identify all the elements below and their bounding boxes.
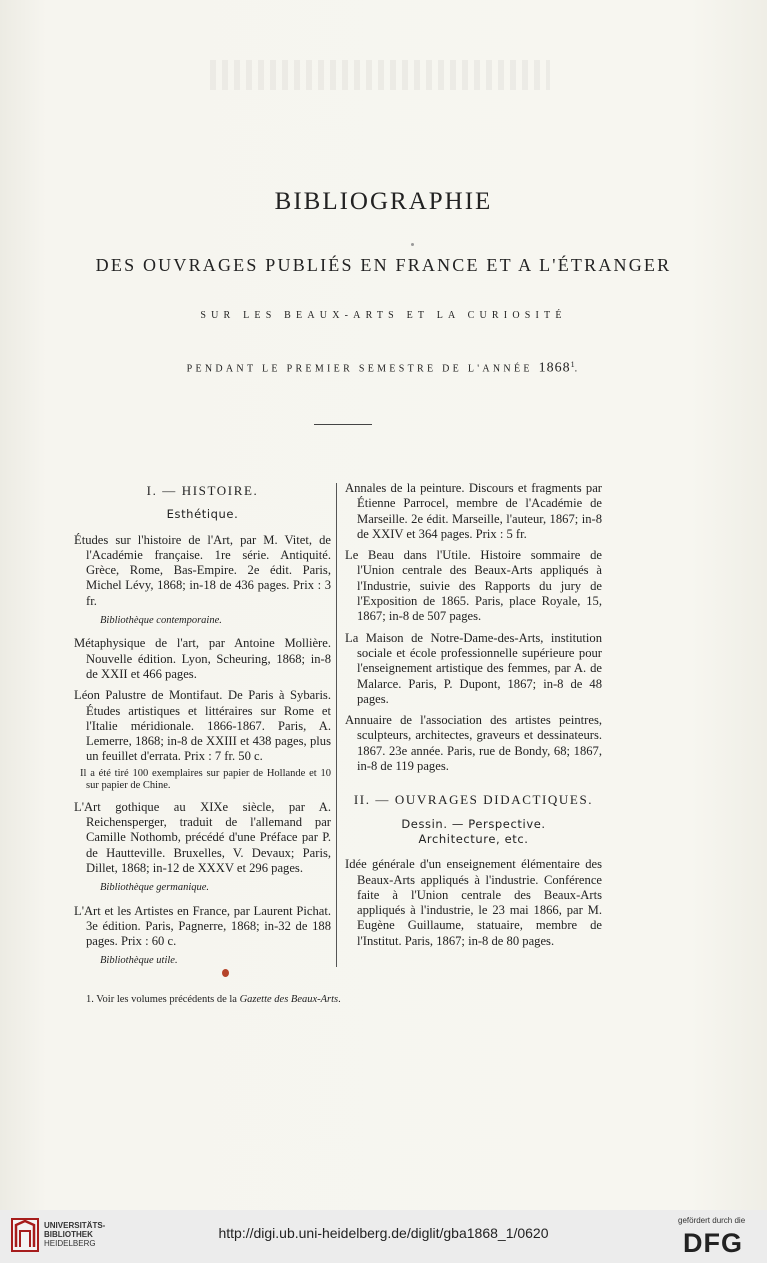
page-title: BIBLIOGRAPHIE <box>274 188 493 215</box>
university-line-2: BIBLIOTHEK <box>44 1230 93 1239</box>
print-note: Il a été tiré 100 exemplaires sur papier de Hollande et 10 sur papier de Chine. <box>80 767 331 791</box>
bib-entry: Métaphysique de l'art, par Antoine Mollière. Nouvelle édition. Lyon, Scheuring, 1868; in-8 de XXII et 466 pages. <box>74 636 331 681</box>
footnote-journal: Gazette des Beaux-Arts <box>239 994 339 1005</box>
permalink-url[interactable]: http://digi.ub.uni-heidelberg.de/diglit/gba1868_1/0620 <box>218 1225 549 1241</box>
funded-by-label: gefördert durch die <box>678 1216 746 1225</box>
bib-entry: Léon Palustre de Montifaut. De Paris à Sybaris. Études artistiques et littéraires sur Rome et l'Italie méridionale. 1866-1867. Paris, A. Lemerre, 1868; in-8 de XXIII et 438 pages, plus un feuillet d'errata. Prix : 7 fr. 50 c. <box>74 688 331 764</box>
column-divider <box>336 483 337 967</box>
period-end: . <box>574 363 581 375</box>
period-line <box>0 360 767 376</box>
page-subtitle: DES OUVRAGES PUBLIÉS EN FRANCE ET A L'ÉTRANGER <box>95 255 672 275</box>
subsection-esthetique: Esthétique. <box>166 507 239 522</box>
university-line-3: HEIDELBERG <box>44 1239 96 1248</box>
ink-speck <box>411 243 414 246</box>
bib-entry: Le Beau dans l'Utile. Histoire sommaire de l'Union centrale des Beaux-Arts appliqués à l'Industrie, suivie des Rapports du jury de l'Exposition de 1865. Paris, place Royale, 15, 1867; in-8 de 507 pages. <box>345 548 602 624</box>
collection-note: Bibliothèque utile. <box>100 955 178 967</box>
title-rule <box>314 424 372 425</box>
footnote <box>86 994 341 1005</box>
footnote-text: 1. Voir les volumes précédents de la <box>86 994 237 1005</box>
bib-entry: Idée générale d'un enseignement élémentaire des Beaux-Arts appliqués à l'industrie. Conférence faite à l'Union centrale des Beaux-Arts appliqués à l'industrie, le 23 mai 1866, par M. Eugène Guillaume, statuaire, membre de l'Institut. Paris, 1867; in-8 de 80 pages. <box>345 857 602 948</box>
subsection-dessin: Dessin. — Perspective. <box>401 816 546 831</box>
dfg-logo: DFG <box>683 1228 743 1258</box>
collection-note: Bibliothèque germanique. <box>100 882 210 894</box>
collection-note: Bibliothèque contemporaine. <box>100 615 222 627</box>
period-year: 1868 <box>538 360 571 376</box>
section-heading-didactiques: II. — OUVRAGES DIDACTIQUES. <box>353 792 594 808</box>
bib-entry: Annales de la peinture. Discours et fragments par Étienne Parrocel, membre de l'Académie de Marseille. 2e édit. Marseille, l'auteur, 1867; in-8 de XXIV et 364 pages. Prix : 5 fr. <box>345 481 602 541</box>
subsection-architecture: Architecture, etc. <box>418 831 529 846</box>
bib-entry: L'Art et les Artistes en France, par Laurent Pichat. 3e édition. Paris, Pagnerre, 1868; in-32 de 188 pages. Prix : 60 c. <box>74 903 331 949</box>
bib-entry: La Maison de Notre-Dame-des-Arts, institution sociale et école professionnelle supérieure pour l'enseignement artistique des femmes, par A. de Malarce. Paris, P. Dupont, 1867; in-8 de 48 pages. <box>345 630 602 706</box>
show-through-text <box>210 60 550 90</box>
right-column <box>345 481 602 955</box>
section-heading-histoire: I. — HISTOIRE. <box>146 483 259 498</box>
bib-entry: L'Art gothique au XIXe siècle, par A. Reichensperger, traduit de l'allemand par Camille Nothomb, précédé d'une Préface par P. de Hautteville. Bruxelles, V. Devaux; Paris, Dillet, 1868; in-12 de XXXV et 296 pages. <box>74 799 331 875</box>
left-column <box>74 481 331 977</box>
red-stamp-dot <box>222 969 229 977</box>
university-line-1: UNIVERSITÄTS- <box>44 1221 106 1230</box>
footnote-end: . <box>338 994 341 1005</box>
bib-entry: Études sur l'histoire de l'Art, par M. Vitet, de l'Académie française. 1re série. Antiquité. Grèce, Rome, Bas-Empire. 2e édit. Paris, Michel Lévy, 1868; in-18 de 436 pages. Prix : 3 fr. <box>74 532 331 608</box>
footnote-marker: 1 <box>570 360 575 369</box>
bib-entry: Annuaire de l'association des artistes peintres, sculpteurs, architectes, graveurs et dessinateurs. 1867. 23e année. Paris, rue de Bondy, 68; 1867, in-8 de 119 pages. <box>345 713 602 774</box>
subject-line: SUR LES BEAUX-ARTS ET LA CURIOSITÉ <box>200 310 567 321</box>
period-text: PENDANT LE PREMIER SEMESTRE DE L'ANNÉE <box>186 363 533 375</box>
